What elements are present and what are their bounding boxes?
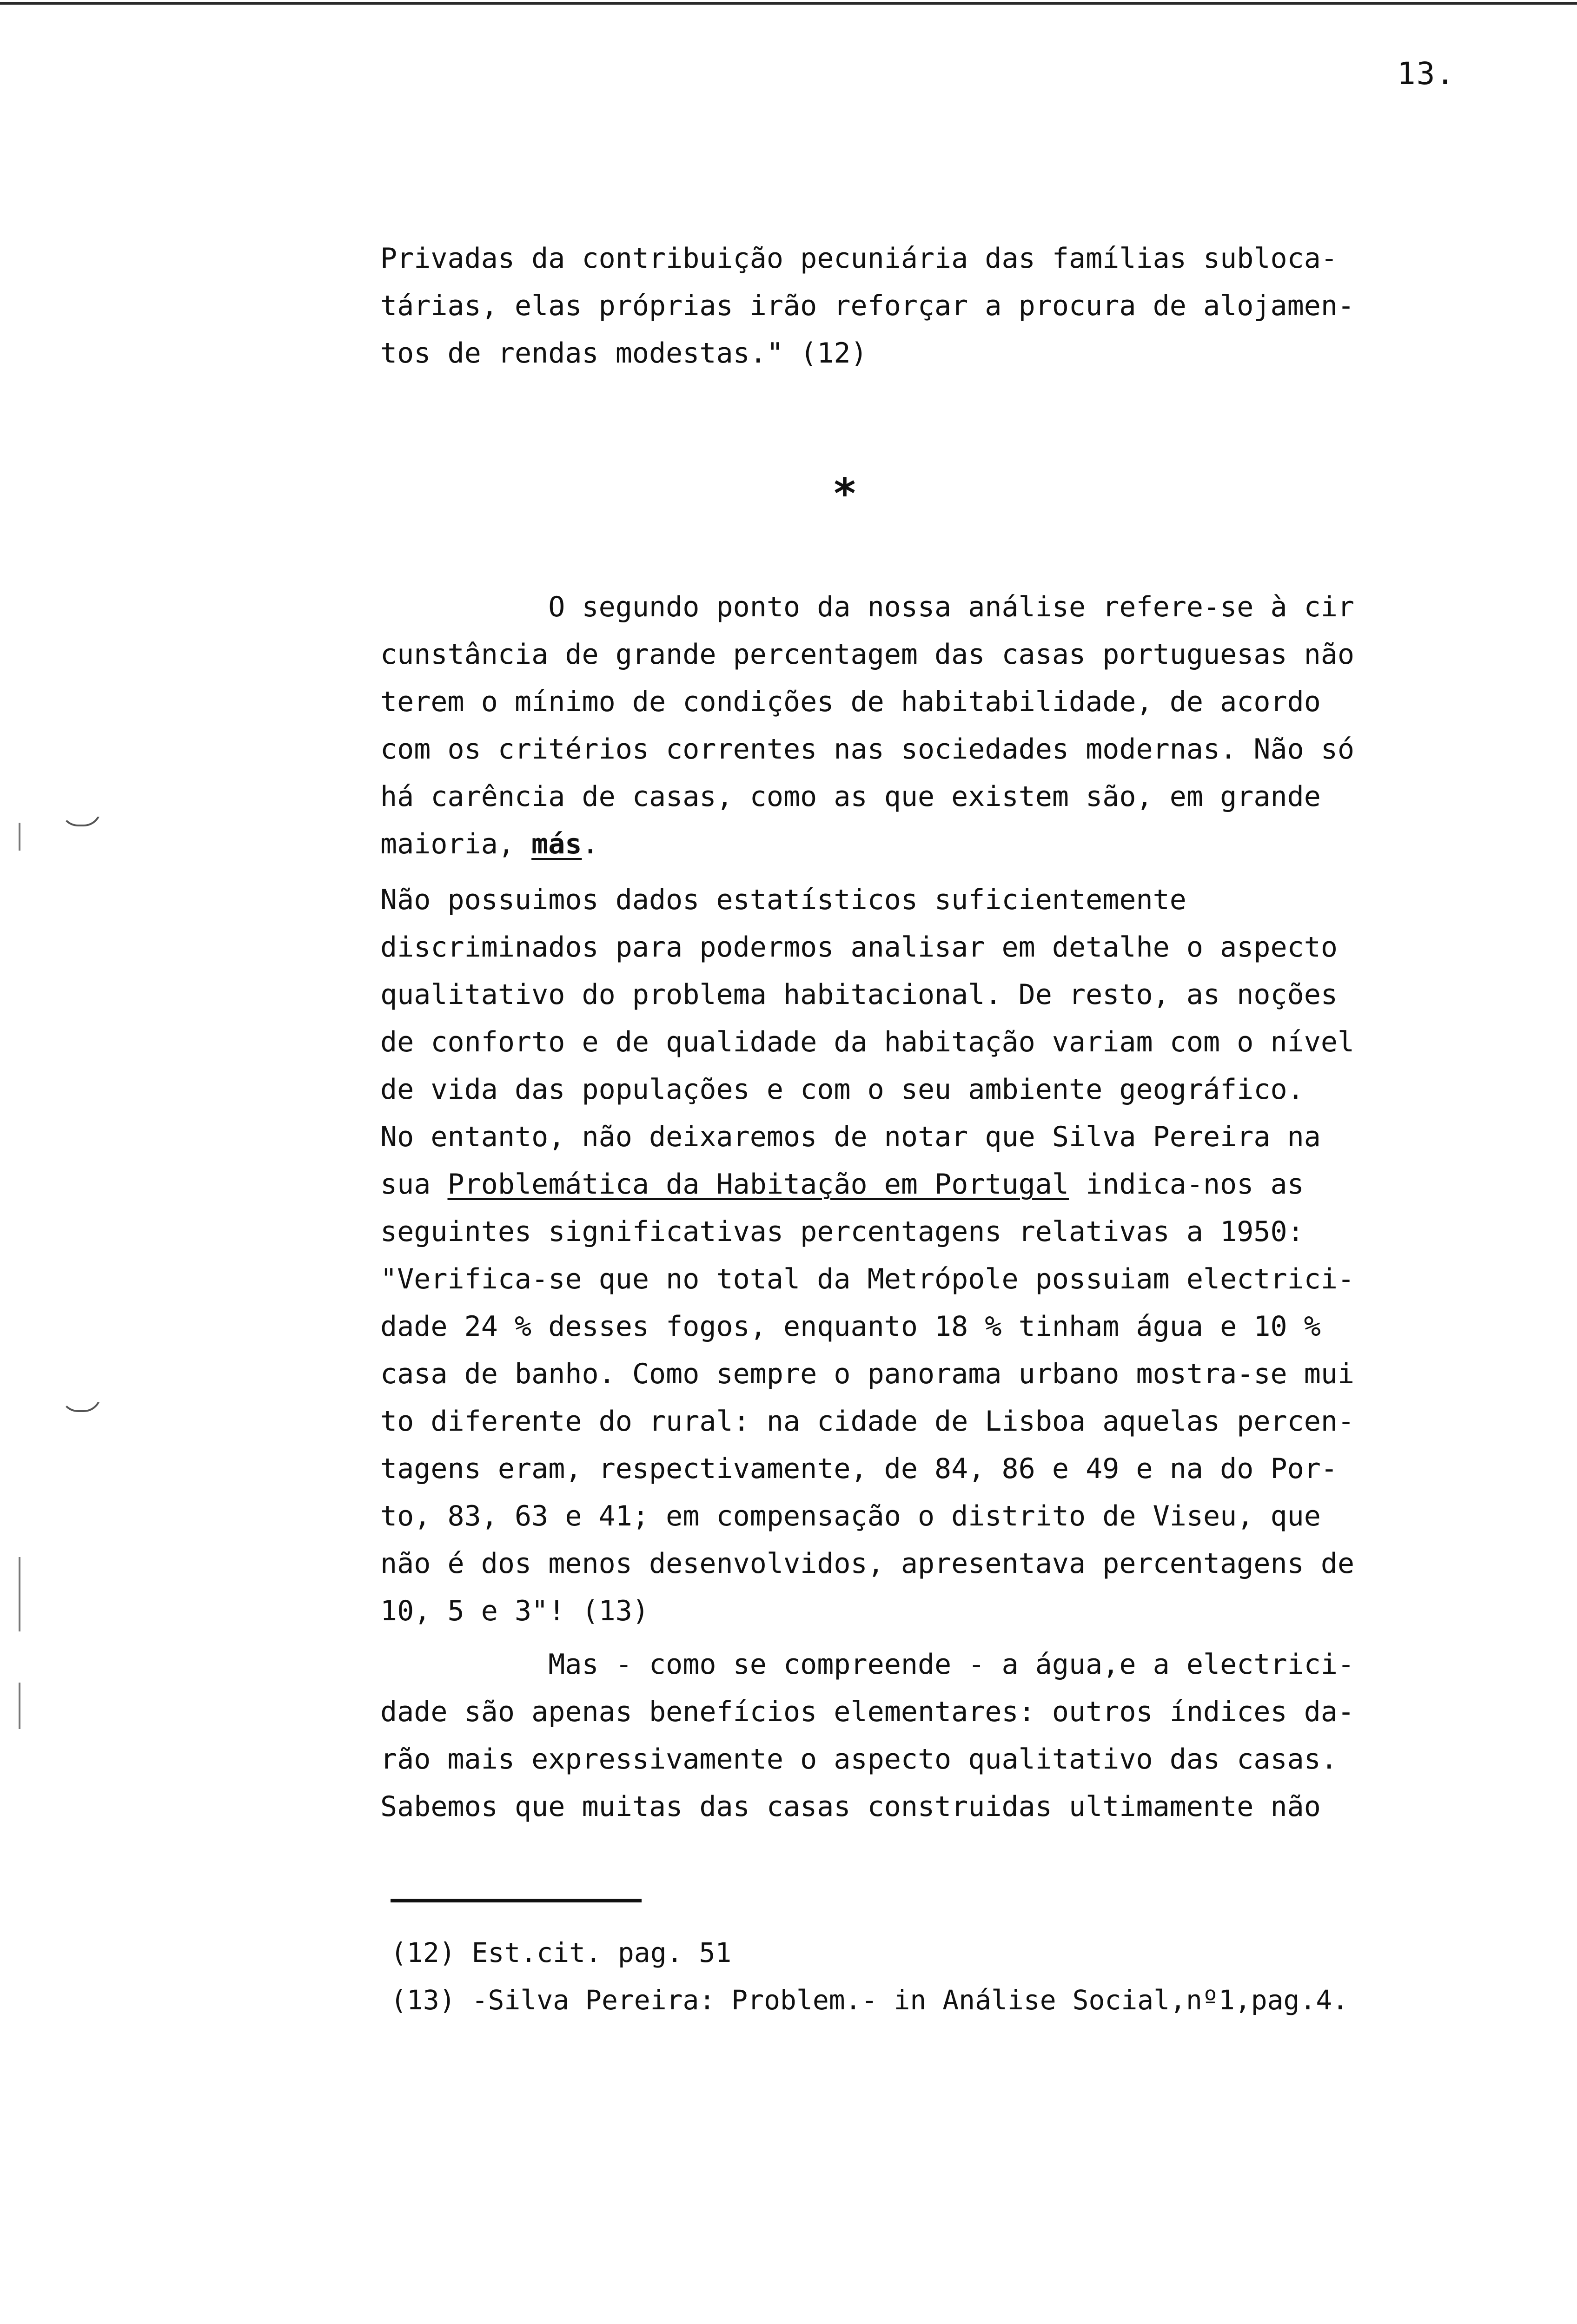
underlined-book-title: Problemática da Habitação em Portugal (447, 1168, 1069, 1201)
text-fragment: indica-nos as (1069, 1168, 1304, 1201)
text-line: Sabemos que muitas das casas construidas ultimamente não (380, 1790, 1321, 1823)
text-line: tos de rendas modestas." (12) (380, 337, 868, 370)
footnotes (391, 1929, 1544, 2024)
text-line: com os critérios correntes nas sociedades modernas. Não só (380, 733, 1355, 766)
text-line: O segundo ponto da nossa análise refere-se à cir (380, 591, 1355, 623)
text-line: to, 83, 63 e 41; em compensação o distrito de Viseu, que (380, 1500, 1321, 1532)
text-line: tagens eram, respectivamente, de 84, 86 e 49 e na do Por- (380, 1452, 1338, 1485)
text-line: No entanto, não deixaremos de notar que Silva Pereira na (380, 1121, 1321, 1153)
text-line: casa de banho. Como sempre o panorama urbano mostra-se mui (380, 1358, 1355, 1390)
margin-scan-mark (19, 1683, 20, 1729)
text-line: cunstância de grande percentagem das casas portuguesas não (380, 638, 1355, 671)
paragraph-1 (380, 235, 1496, 377)
text-line: qualitativo do problema habitacional. De resto, as noções (380, 978, 1338, 1011)
text-line: Mas - como se compreende - a água,e a electrici- (380, 1648, 1355, 1681)
text-line: de conforto e de qualidade da habitação variam com o nível (380, 1026, 1355, 1058)
margin-scan-mark (19, 1557, 20, 1631)
text-line: seguintes significativas percentagens relativas a 1950: (380, 1215, 1304, 1248)
text-fragment: . (582, 828, 599, 860)
margin-scan-mark (19, 823, 20, 851)
emphasis-underlined-word: más (531, 828, 582, 860)
text-fragment: maioria, (380, 828, 532, 860)
footnote-separator-rule (391, 1899, 642, 1902)
text-line: não é dos menos desenvolvidos, apresentava percentagens de (380, 1547, 1355, 1580)
text-line: terem o mínimo de condições de habitabilidade, de acordo (380, 686, 1321, 718)
paragraph-4 (380, 1641, 1496, 1830)
text-line: 10, 5 e 3"! (13) (380, 1595, 649, 1627)
text-line: dade são apenas benefícios elementares: outros índices da- (380, 1696, 1355, 1728)
paragraph-2 (380, 583, 1496, 868)
text-line (380, 1161, 1496, 1208)
top-border-line (0, 2, 1577, 5)
text-line: Privadas da contribuição pecuniária das famílias subloca- (380, 242, 1338, 275)
text-line (380, 820, 1496, 868)
text-line: Não possuimos dados estatísticos suficientemente (380, 884, 1186, 916)
text-line: tárias, elas próprias irão reforçar a procura de alojamen- (380, 290, 1355, 322)
text-line: discriminados para podermos analisar em detalhe o aspecto (380, 931, 1338, 964)
text-line: de vida das populações e com o seu ambiente geográfico. (380, 1073, 1304, 1106)
paragraph-3 (380, 876, 1496, 1635)
section-separator-asterisk: * (832, 469, 858, 518)
text-line: há carência de casas, como as que existem são, em grande (380, 780, 1321, 813)
text-line: dade 24 % desses fogos, enquanto 18 % tinham água e 10 % (380, 1310, 1321, 1343)
page-number: 13. (1397, 56, 1456, 92)
margin-scan-mark (60, 809, 101, 826)
text-line: "Verifica-se que no total da Metrópole possuiam electrici- (380, 1263, 1355, 1295)
text-fragment: sua (380, 1168, 448, 1201)
text-line: to diferente do rural: na cidade de Lisboa aquelas percen- (380, 1405, 1355, 1438)
footnote-12: (12) Est.cit. pag. 51 (391, 1937, 732, 1968)
margin-scan-mark (60, 1394, 101, 1412)
footnote-13: (13) -Silva Pereira: Problem.- in Análise Social,nº1,pag.4. (391, 1984, 1349, 2016)
text-line: rão mais expressivamente o aspecto qualitativo das casas. (380, 1743, 1338, 1776)
